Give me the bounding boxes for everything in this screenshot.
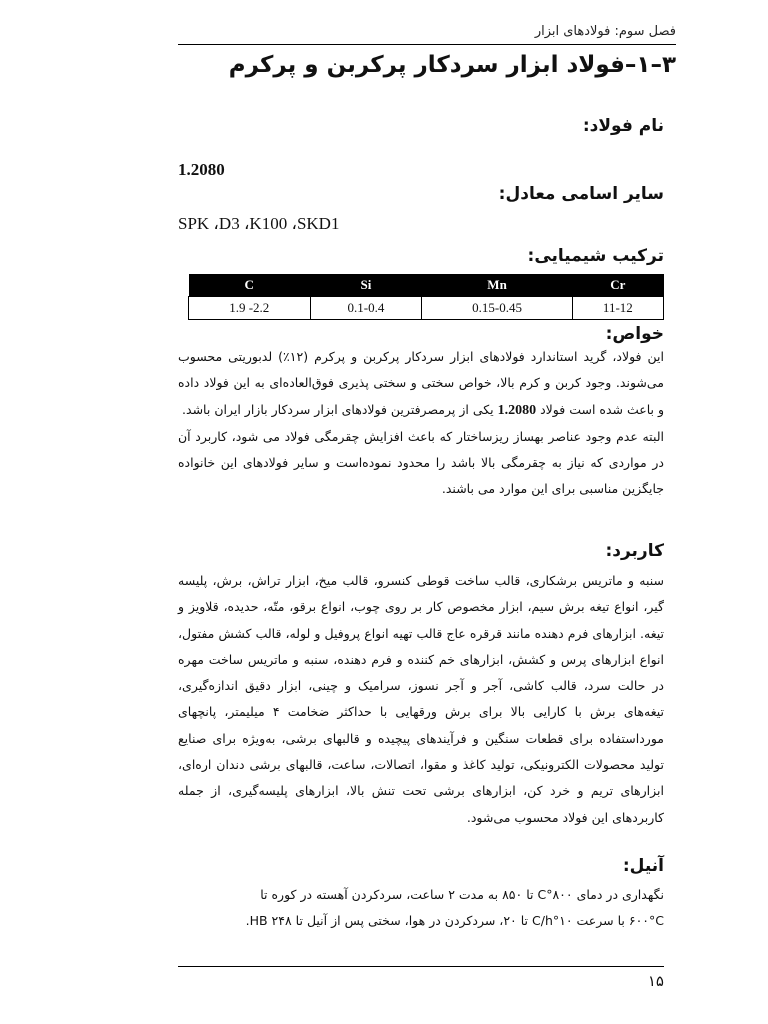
steel-name-label: نام فولاد: bbox=[582, 116, 664, 136]
column-header-c: C bbox=[189, 274, 311, 297]
column-header-cr: Cr bbox=[572, 274, 663, 297]
annealing-label: آنیل: bbox=[622, 856, 664, 876]
composition-table bbox=[188, 274, 664, 320]
equivalents-value: SPK ،D3 ،K100 ،SKD1 bbox=[178, 214, 340, 233]
composition-value-row bbox=[189, 297, 664, 320]
page-number: ۱۵ bbox=[647, 972, 664, 990]
column-header-mn: Mn bbox=[422, 274, 572, 297]
column-header-si: Si bbox=[310, 274, 422, 297]
section-title: ۳–۱–فولاد ابزار سردکار پرکربن و پرکرم bbox=[228, 52, 676, 78]
composition-label: ترکیب شیمیایی: bbox=[527, 246, 664, 266]
annealing-line-1: نگهداری در دمای ۸۰۰°C تا ۸۵۰ به مدت ۲ ساعت، سردکردن آهسته در کوره تا bbox=[260, 887, 664, 902]
properties-paragraph-1 bbox=[178, 344, 664, 424]
properties-text-part-1: این فولاد، گرید استاندارد فولادهای ابزار سردکار پرکربن و پرکرم (۱۲٪) لدبوریتی محسوب می‌شوند. وجود کربن و کرم بالا، خواص سختی و سختی پذیری فوق‌العاده‌ای به این فولاد داده و باعث شده است فولاد bbox=[178, 349, 664, 417]
value-c: 1.9 -2.2 bbox=[189, 297, 311, 320]
annealing-line-2: ۶۰۰°C با سرعت ۱۰°C/h تا ۲۰، سردکردن در هوا، سختی پس از آنیل تا HB ۲۴۸. bbox=[245, 913, 664, 929]
steel-code-inline: 1.2080 bbox=[497, 402, 537, 418]
value-mn: 0.15-0.45 bbox=[422, 297, 572, 320]
applications-label: کاربرد: bbox=[605, 541, 664, 561]
equivalents-label: سایر اسامی معادل: bbox=[498, 184, 664, 204]
properties-text bbox=[178, 344, 664, 503]
properties-text-part-2: یکی از پرمصرفترین فولادهای ابزار سردکار بازار ایران باشد. bbox=[182, 401, 494, 417]
header-rule bbox=[178, 44, 676, 45]
footer-rule bbox=[178, 966, 664, 967]
steel-name-value: 1.2080 bbox=[178, 160, 225, 179]
composition-header-row bbox=[189, 274, 664, 297]
properties-label: خواص: bbox=[605, 324, 664, 344]
properties-paragraph-2: البته عدم وجود عناصر بهساز ریزساختار که باعث افزایش چقرمگی فولاد می شود، کاربرد آن در مواردی که نیاز به چقرمگی بالا باشد را محدود نموده‌است و سایر فولادهای این خانواده جایگزین مناسبی برای این موارد می باشند. bbox=[178, 428, 664, 497]
applications-paragraph: سنبه و ماتریس برشکاری، قالب ساخت قوطی کنسرو، قالب میخ، ابزار تراش، برش، پلیسه گیر، انواع تیغه برش سیم، ابزار مخصوص کار بر روی چوب، انواع برقو، متّه، حدیده، قلاویز و تیغه. ابزارهای فرم دهنده مانند قرقره عاج قالب تهیه انواع پروفیل و لوله، قالب کشش مفتول، انواع ابزارهای پرس و کشش، ابزارهای خم کننده و فرم دهنده، سنبه و ماتریس ساخت مهره در حالت سرد، قالب کاشی، آجر و آجر نسوز، سرامیک و چینی، ابزار دقیق اندازه‌گیری، تیغه‌های برش با کارایی بالا برای برش ورقهایی با حداکثر ضخامت ۴ میلیمتر، پانچهای مورداستفاده برای قطعات سنگین و فرآیندهای پیچیده و قالبهای برشی، به‌ویژه برای صنایع تولید محصولات الکترونیکی، تولید کاغذ و مقوا، اتصالات، ساعت، قالبهای برشی دندان اره‌ای، ابزارهای تریم و خرد کن، ابزارهای برشی تحت تنش بالا، ابزارهای پلیسه‌گیری، از جمله کاربردهای این فولاد محسوب می‌شود. bbox=[178, 573, 664, 825]
running-header: فصل سوم: فولادهای ابزار bbox=[534, 24, 676, 39]
value-cr: 11-12 bbox=[572, 297, 663, 320]
value-si: 0.1-0.4 bbox=[310, 297, 422, 320]
annealing-text bbox=[178, 882, 664, 935]
